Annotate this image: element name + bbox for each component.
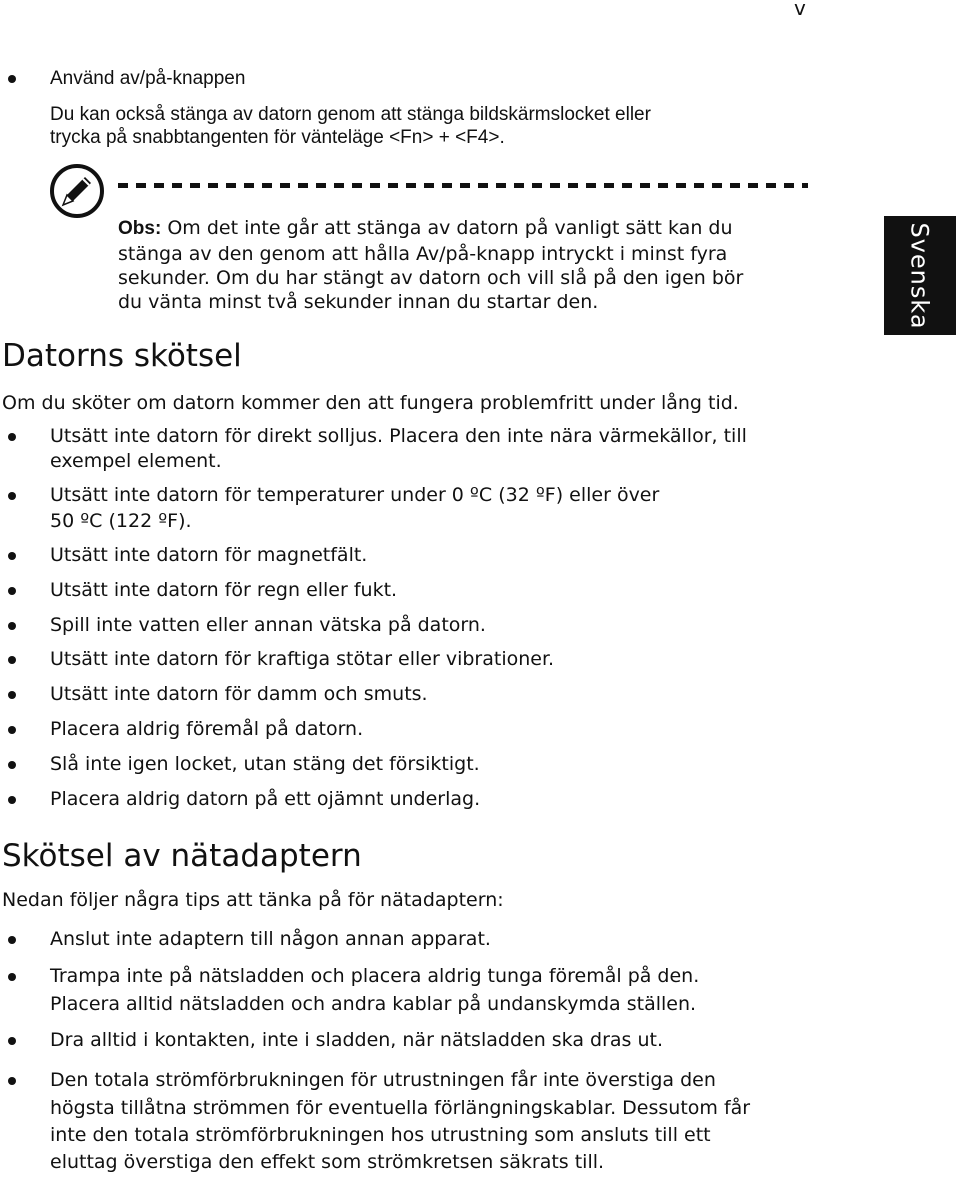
note-prefix: Obs:	[118, 218, 162, 239]
note-text: Om det inte går att stänga av datorn på vanligt sätt kan du	[161, 217, 733, 239]
bullet-dot	[8, 1077, 16, 1085]
care-item-cont: 50 ºC (122 ºF).	[50, 510, 192, 532]
bullet-dot	[8, 691, 16, 699]
care-item: Spill inte vatten eller annan vätska på datorn.	[50, 614, 486, 636]
bullet-dot	[8, 973, 16, 981]
care-item: Utsätt inte datorn för magnetfält.	[50, 544, 368, 566]
care-intro: Om du sköter om datorn kommer den att fungera problemfritt under lång tid.	[2, 392, 739, 414]
bullet-dot	[8, 552, 16, 560]
adapter-item: Dra alltid i kontakten, inte i sladden, när nätsladden ska dras ut.	[50, 1029, 664, 1051]
power-body-line: Du kan också stänga av datorn genom att stänga bildskärmslocket eller	[50, 104, 651, 125]
adapter-heading: Skötsel av nätadaptern	[2, 838, 362, 874]
care-item: Utsätt inte datorn för direkt solljus. Placera den inte nära värmekällor, till	[50, 425, 747, 447]
care-item: Utsätt inte datorn för kraftiga stötar eller vibrationer.	[50, 648, 555, 670]
bullet-dot	[8, 587, 16, 595]
bullet-dot	[8, 796, 16, 804]
bullet-dot	[8, 761, 16, 769]
bullet-dot	[8, 433, 16, 441]
care-item: Placera aldrig föremål på datorn.	[50, 718, 364, 740]
care-item: Slå inte igen locket, utan stäng det försiktigt.	[50, 753, 480, 775]
bullet-dot	[8, 656, 16, 664]
care-item: Utsätt inte datorn för temperaturer under 0 ºC (32 ºF) eller över	[50, 484, 660, 506]
bullet-dot	[8, 936, 16, 944]
adapter-item: Trampa inte på nätsladden och placera aldrig tunga föremål på den.	[50, 965, 700, 987]
bullet-dot	[8, 726, 16, 734]
care-item: Utsätt inte datorn för regn eller fukt.	[50, 579, 398, 601]
language-tab	[884, 216, 956, 335]
note-line: du vänta minst två sekunder innan du startar den.	[118, 291, 599, 313]
note-first-line	[118, 215, 733, 242]
bullet-dot	[8, 75, 16, 83]
bullet-dot	[8, 622, 16, 630]
power-bullet-text: Använd av/på-knappen	[50, 68, 246, 89]
note-divider	[118, 183, 808, 188]
adapter-item-cont: eluttag överstiga den effekt som strömkretsen säkrats till.	[50, 1151, 605, 1173]
care-item: Utsätt inte datorn för damm och smuts.	[50, 683, 428, 705]
note-pencil-icon	[50, 164, 104, 218]
care-item-cont: exempel element.	[50, 450, 222, 472]
bullet-dot	[8, 1037, 16, 1045]
adapter-item-cont: Placera alltid nätsladden och andra kablar på undanskymda ställen.	[50, 993, 697, 1015]
adapter-item-cont: högsta tillåtna strömmen för eventuella förlängningskablar. Dessutom får	[50, 1097, 751, 1119]
adapter-intro: Nedan följer några tips att tänka på för nätadaptern:	[2, 889, 504, 911]
adapter-item: Den totala strömförbrukningen för utrustningen får inte överstiga den	[50, 1069, 716, 1091]
adapter-item-cont: inte den totala strömförbrukningen hos utrustning som ansluts till ett	[50, 1124, 711, 1146]
care-item: Placera aldrig datorn på ett ojämnt underlag.	[50, 788, 481, 810]
adapter-item: Anslut inte adaptern till någon annan apparat.	[50, 928, 491, 950]
bullet-dot	[8, 492, 16, 500]
care-heading: Datorns skötsel	[2, 338, 242, 374]
language-tab-label: Svenska	[906, 221, 935, 330]
note-line: stänga av den genom att hålla Av/på-knapp intryckt i minst fyra	[118, 243, 728, 265]
note-line: sekunder. Om du har stängt av datorn och vill slå på den igen bör	[118, 267, 744, 289]
power-body-line: trycka på snabbtangenten för vänteläge <Fn> + <F4>.	[50, 127, 505, 148]
page-number: v	[794, 0, 806, 20]
